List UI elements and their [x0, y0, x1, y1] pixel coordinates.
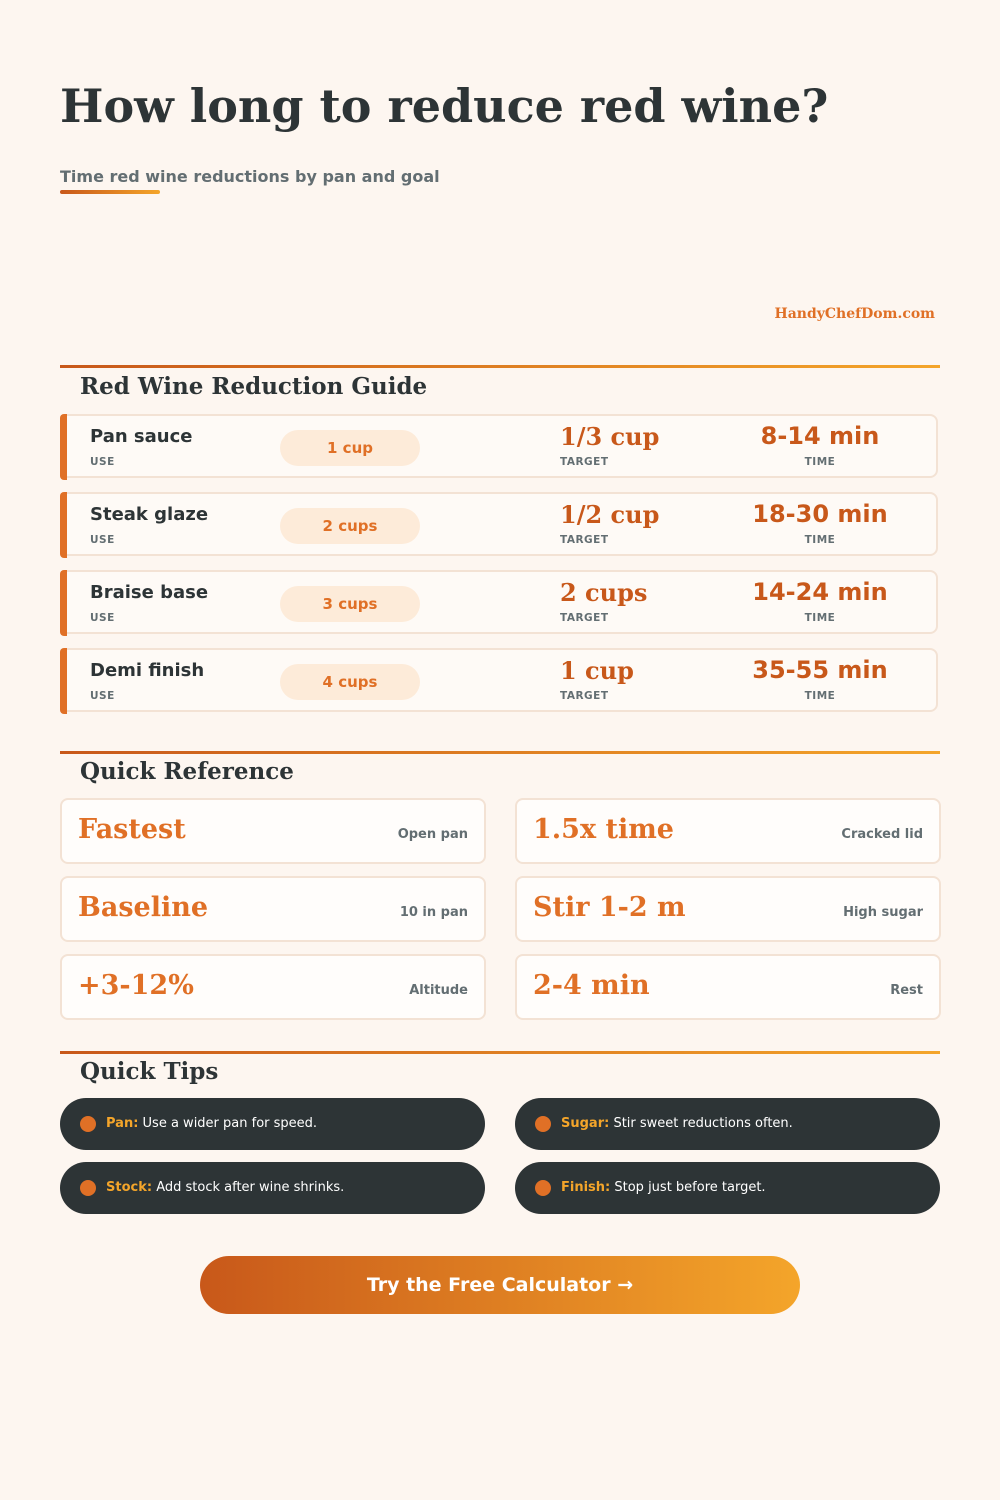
bullet-dot-icon — [535, 1116, 551, 1132]
tip-pill — [60, 1162, 485, 1214]
target-label: TARGET — [560, 612, 609, 624]
reference-label: Open pan — [397, 827, 468, 842]
use-label: USE — [90, 534, 115, 546]
tip-text — [561, 1115, 793, 1133]
reference-value: Stir 1-2 m — [533, 892, 686, 923]
reference-label: Altitude — [409, 983, 468, 998]
row-target: 1 cup — [560, 656, 634, 685]
bullet-dot-icon — [535, 1180, 551, 1196]
tip-body: Use a wider pan for speed. — [138, 1116, 318, 1131]
tips-section-rule — [60, 1051, 940, 1054]
row-accent-bar — [60, 492, 67, 558]
reference-card — [515, 876, 941, 942]
subtitle-underline — [60, 190, 160, 194]
tip-pill — [60, 1098, 485, 1150]
reference-value: +3-12% — [78, 970, 194, 1001]
reference-card — [60, 798, 486, 864]
target-label: TARGET — [560, 690, 609, 702]
start-amount-pill: 4 cups — [280, 664, 420, 700]
tip-body: Stir sweet reductions often. — [609, 1116, 793, 1131]
reference-value: Baseline — [78, 892, 209, 923]
row-target: 1/2 cup — [560, 500, 660, 529]
time-label: TIME — [804, 456, 836, 468]
row-use: Steak glaze — [90, 504, 209, 525]
tip-key: Pan: — [106, 1116, 139, 1131]
free-calculator-button[interactable]: Try the Free Calculator → — [200, 1256, 800, 1314]
tips-section-title: Quick Tips — [80, 1058, 219, 1085]
tip-text — [106, 1115, 317, 1133]
reference-card — [60, 876, 486, 942]
tip-key: Stock: — [106, 1180, 153, 1195]
row-accent-bar — [60, 570, 67, 636]
reference-card — [515, 798, 941, 864]
tip-text — [106, 1179, 344, 1197]
reference-label: 10 in pan — [399, 905, 468, 920]
row-time: 18-30 min — [752, 500, 888, 528]
tip-key: Sugar: — [561, 1116, 610, 1131]
use-label: USE — [90, 456, 115, 468]
tip-body: Stop just before target. — [610, 1180, 766, 1195]
row-target: 2 cups — [560, 578, 648, 607]
row-accent-bar — [60, 414, 67, 480]
reference-value: Fastest — [78, 814, 186, 845]
guide-row — [60, 492, 938, 556]
guide-section-rule — [60, 365, 940, 368]
page-title: How long to reduce red wine? — [60, 79, 829, 133]
page-subtitle: Time red wine reductions by pan and goal — [60, 167, 440, 186]
guide-row — [60, 570, 938, 634]
target-label: TARGET — [560, 456, 609, 468]
time-label: TIME — [804, 690, 836, 702]
target-label: TARGET — [560, 534, 609, 546]
tip-text — [561, 1179, 766, 1197]
row-time: 8-14 min — [760, 422, 880, 450]
use-label: USE — [90, 612, 115, 624]
tip-pill — [515, 1162, 940, 1214]
page — [60, 0, 940, 1500]
guide-row — [60, 648, 938, 712]
start-amount-pill: 2 cups — [280, 508, 420, 544]
reference-card — [60, 954, 486, 1020]
tip-key: Finish: — [561, 1180, 611, 1195]
row-time: 14-24 min — [752, 578, 888, 606]
row-time: 35-55 min — [752, 656, 888, 684]
tip-body: Add stock after wine shrinks. — [152, 1180, 345, 1195]
reference-section-rule — [60, 751, 940, 754]
row-accent-bar — [60, 648, 67, 714]
reference-card — [515, 954, 941, 1020]
bullet-dot-icon — [80, 1180, 96, 1196]
reference-value: 2-4 min — [533, 970, 650, 1001]
reference-label: High sugar — [843, 905, 923, 920]
reference-label: Rest — [890, 983, 923, 998]
reference-section-title: Quick Reference — [80, 758, 294, 785]
row-use: Braise base — [90, 582, 209, 603]
row-use: Demi finish — [90, 660, 205, 681]
row-target: 1/3 cup — [560, 422, 660, 451]
reference-label: Cracked lid — [841, 827, 923, 842]
guide-section-title: Red Wine Reduction Guide — [80, 373, 428, 400]
start-amount-pill: 3 cups — [280, 586, 420, 622]
brand-link[interactable]: HandyChefDom.com — [774, 306, 935, 322]
time-label: TIME — [804, 612, 836, 624]
reference-value: 1.5x time — [533, 814, 674, 845]
tip-pill — [515, 1098, 940, 1150]
time-label: TIME — [804, 534, 836, 546]
bullet-dot-icon — [80, 1116, 96, 1132]
guide-row — [60, 414, 938, 478]
row-use: Pan sauce — [90, 426, 193, 447]
start-amount-pill: 1 cup — [280, 430, 420, 466]
use-label: USE — [90, 690, 115, 702]
